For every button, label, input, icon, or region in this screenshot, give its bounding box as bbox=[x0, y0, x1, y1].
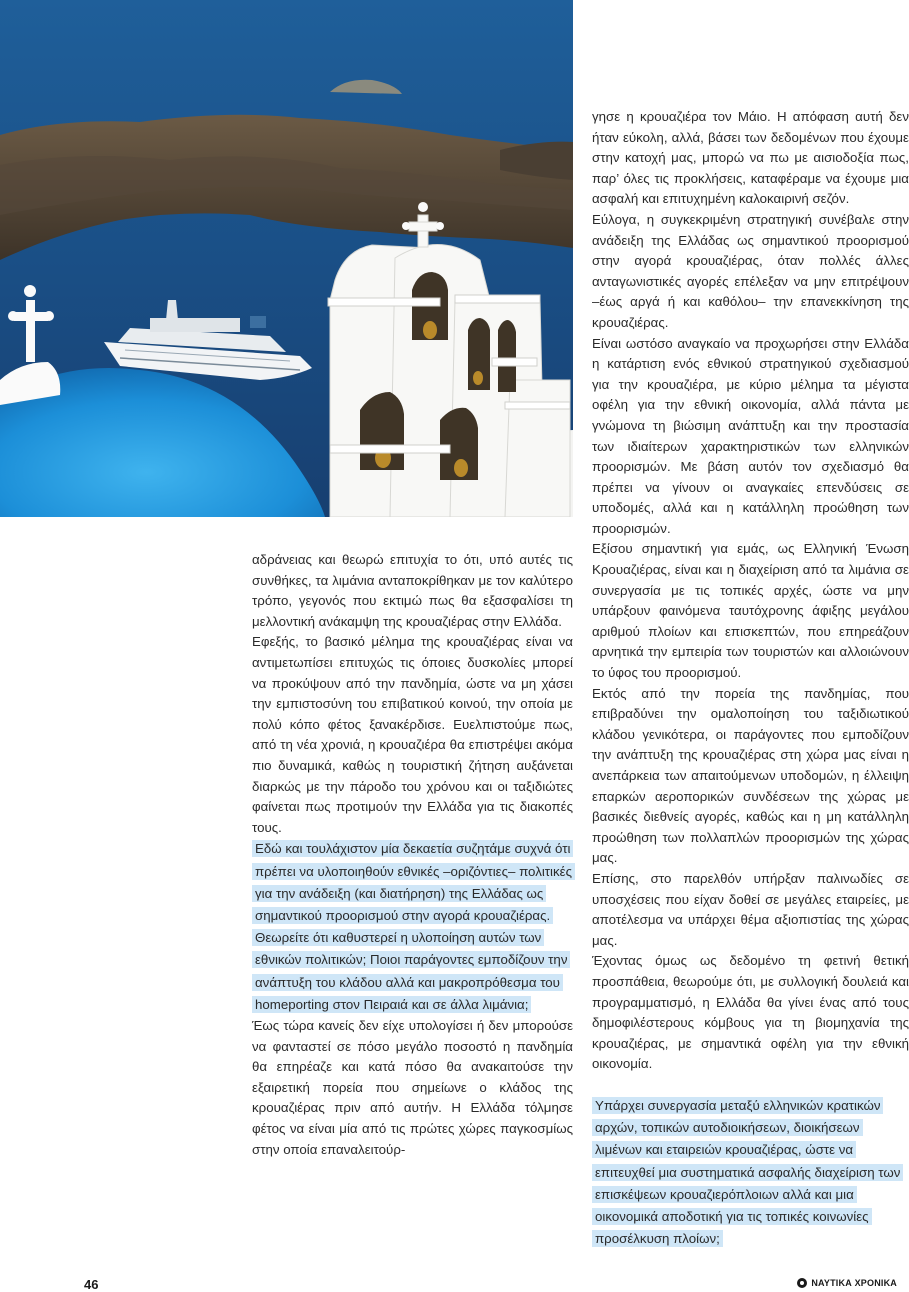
right-paragraph-3: Είναι ωστόσο αναγκαίο να προχωρήσει στην Ελλάδα η κατάρτιση ενός εθνικού στρατηγικού σχεδιασμού για την κρουαζιέρα, με κύριο μέλημα τα μέγιστα οφέλη για την εθνική οικονομία, αλλά πάντα με γνώμονα τη βιώσιμη ανάπτυξη και την προστασία των ιδιαίτερων χαρακτηριστικών των ελληνικών προορισμών. Με βάση αυτόν τον σχεδιασμό θα πρέπει να γίνουν οι αναγκαίες επενδύσεις σε υποδομές, αλλά και η κατάλληλη προώθηση των προορισμών. bbox=[592, 335, 909, 536]
right-paragraph-6: Επίσης, στο παρελθόν υπήρξαν παλινωδίες σε υποσχέσεις που είχαν δοθεί σε μεγάλες εταιρείες, με αποτέλεσμα να υπάρχει θέμα αξιοπιστίας της χώρας μας. bbox=[592, 870, 909, 948]
mid-paragraph-2: Εφεξής, το βασικό μέλημα της κρουαζιέρας είναι να αντιμετωπίσει επιτυχώς τις όποιες δυσκολίες μπορεί να προκύψουν από την πανδημία, ώστε να μη χάσει την εμπιστοσύνη του επιβατικού κοινού, την οποία με πολύ κόπο φέτος ξανακέρδισε. Ευελπιστούμε πως, από τη νέα χρονιά, η κρουαζιέρα θα επιστρέψει ακόμα πιο δυναμικά, καθώς η τουριστική ζήτηση αυξάνεται διαρκώς με την πάροδο του χρόνου και οι ταξιδιώτες φαίνεται πως προτιμούν την Ελλάδα για τις διακοπές τους. bbox=[252, 634, 573, 835]
publication-name: ΝΑΥΤΙΚΑ ΧΡΟΝΙΚΑ bbox=[811, 1278, 897, 1288]
right-column bbox=[592, 107, 909, 1250]
right-question bbox=[592, 1095, 909, 1250]
right-paragraph-4: Εξίσου σημαντική για εμάς, ως Ελληνική Ένωση Κρουαζιέρας, είναι και η διαχείριση από τα λιμάνια σε συνεργασία με τις τοπικές αρχές, ώστε να μην υπάρξουν φαινόμενα ταυτόχρονης άφιξης μεγάλου αριθμού πλοίων και επισκεπτών, που επηρεάζουν αρνητικά την εμπειρία των τουριστών και αλλοιώνουν το ύφος του προορισμού. bbox=[592, 541, 909, 681]
mid-paragraph-1: αδράνειας και θεωρώ επιτυχία το ότι, υπό αυτές τις συνθήκες, τα λιμάνια ανταποκρίθηκαν με τον καλύτερο τρόπο, γεγονός που εκτιμώ πως θα εξασφαλίσει τη μελλοντική ανάκαμψη της κρουαζιέρας στην Ελλάδα. bbox=[252, 552, 573, 629]
middle-column bbox=[252, 550, 573, 1160]
publication-brand bbox=[797, 1278, 897, 1288]
publication-logo-icon bbox=[797, 1278, 807, 1288]
mid-question bbox=[252, 838, 573, 1016]
right-question-text: Υπάρχει συνεργασία μεταξύ ελληνικών κρατικών αρχών, τοπικών αυτοδιοικήσεων, διοικήσεων λιμένων και εταιρειών κρουαζιέρας, ώστε να επιτευχθεί μια συστηματικά ασφαλής διαχείριση των επισκέψεων κρουαζιερόπλοιων αλλά και μια οικονομικά αποδοτική για τις τοπικές κοινωνίες προσέλκυση πλοίων; bbox=[592, 1097, 903, 1247]
mid-question-text: Εδώ και τουλάχιστον μία δεκαετία συζητάμε συχνά ότι πρέπει να υλοποιηθούν εθνικές –οριζόντιες– πολιτικές για την ανάδειξη (και διατήρηση) της Ελλάδας ως σημαντικού προορισμού στην αγορά κρουαζιέρας. Θεωρείτε ότι καθυστερεί η υλοποίηση αυτών των εθνικών πολιτικών; Ποιοι παράγοντες εμποδίζουν την ανάπτυξη του κλάδου αλλά και μακροπρόθεσμα του homeporting στον Πειραιά και σε άλλα λιμάνια; bbox=[252, 840, 575, 1012]
santorini-photo bbox=[0, 0, 573, 517]
right-paragraph-7: Έχοντας όμως ως δεδομένο τη φετινή θετική προσπάθεια, θεωρούμε ότι, με συλλογική δουλειά και προγραμματισμό, η Ελλάδα θα γίνει ένας από τους δημοφιλέστερους κόμβους για τη βιομηχανία της κρουαζιέρας, με σημαντικά οφέλη για την εθνική οικονομία. bbox=[592, 953, 909, 1072]
right-paragraph-2: Εύλογα, η συγκεκριμένη στρατηγική συνέβαλε στην ανάδειξη της Ελλάδας ως σημαντικού προορισμού στην αγορά κρουαζιέρας, όταν πολλές άλλες ανταγωνιστικές αγορές επέλεξαν να μην επιτρέψουν –έως αργά ή και καθόλου– την επανεκκίνηση της κρουαζιέρας. bbox=[592, 211, 909, 330]
right-paragraph-1: γησε η κρουαζιέρα τον Μάιο. Η απόφαση αυτή δεν ήταν εύκολη, αλλά, βάσει των δεδομένων που έχουμε στην κατοχή μας, μπορώ να πω με αισιοδοξία πως, παρ’ όλες τις προκλήσεις, καταφέραμε να έχουμε μια ασφαλή και επιτυχημένη καλοκαιρινή σεζόν. bbox=[592, 109, 909, 207]
right-paragraph-5: Εκτός από την πορεία της πανδημίας, που επιβραδύνει την ομαλοποίηση του ταξιδιωτικού κλάδου γενικότερα, οι παράγοντες που εμποδίζουν την ανάπτυξη της κρουαζιέρας στη χώρα μας είναι η ανεπάρκεια των απαιτούμενων υποδομών, η έλλειψη επαρκών αεροπορικών συνδέσεων της χώρας με βασικές διεθνείς αγορές, καθώς και η μη κατάλληλη προώθηση των πολλαπλών προορισμών της χώρας μας. bbox=[592, 685, 909, 866]
santorini-photo-icon bbox=[0, 0, 573, 517]
mid-answer: Έως τώρα κανείς δεν είχε υπολογίσει ή δεν μπορούσε να φανταστεί σε πόσο μεγάλο ποσοστό η πανδημία θα επηρέαζε και κατά πόσο θα ανακαιτούσε την εξαιρετική πορεία που σημείωνε ο κλάδος της κρουαζιέρας πριν από αυτήν. Η Ελλάδα τόλμησε φέτος να είναι μία από τις πρώτες χώρες παγκοσμίως στην οποία επαναλειτούρ- bbox=[252, 1017, 573, 1157]
page-number: 46 bbox=[84, 1277, 99, 1292]
